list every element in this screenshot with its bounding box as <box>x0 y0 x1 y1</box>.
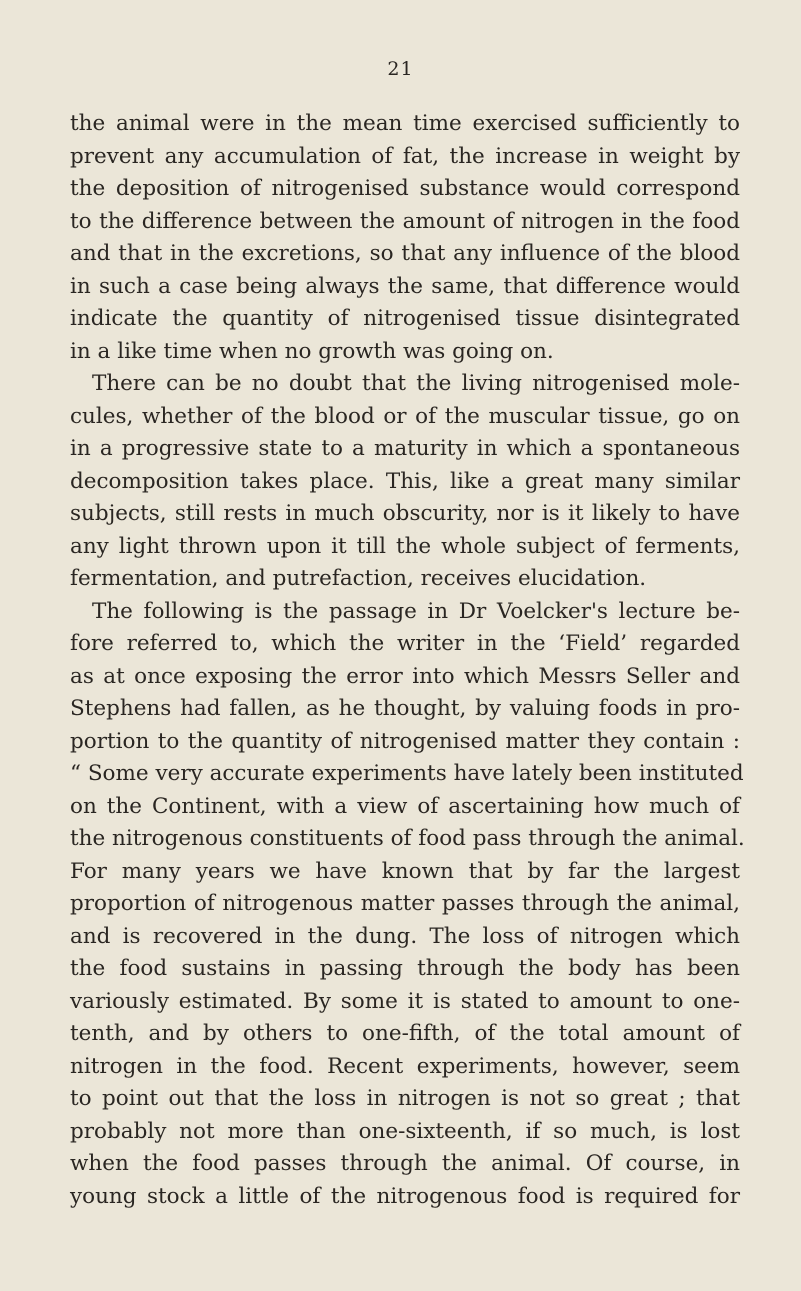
text-line: There can be no doubt that the living nitrogenised mole- <box>92 371 740 396</box>
paragraph <box>70 596 745 1214</box>
text-line: any light thrown upon it till the whole subject of ferments, <box>70 533 740 559</box>
paragraph <box>70 368 740 596</box>
text-line: young stock a little of the nitrogenous food is required for <box>70 1183 740 1209</box>
body-text <box>70 108 745 1213</box>
page-number: 21 <box>387 58 414 80</box>
text-line: in a progressive state to a maturity in which a spontaneous <box>70 436 740 461</box>
text-line: nitrogen in the food. Recent experiments, however, seem <box>70 1053 740 1079</box>
text-line: to point out that the loss in nitrogen is not so great ; that <box>70 1086 740 1111</box>
text-line: Stephens had fallen, as he thought, by valuing foods in pro- <box>70 696 740 721</box>
text-line: fore referred to, which the writer in the ‘Field’ regarded <box>70 631 740 656</box>
text-line: fermentation, and putrefaction, receives elucidation. <box>70 566 647 591</box>
text-line: on the Continent, with a view of ascertaining how much of <box>70 793 740 819</box>
text-line: probably not more than one-sixteenth, if so much, is lost <box>70 1118 740 1144</box>
paragraph <box>70 108 740 368</box>
text-line: subjects, still rests in much obscurity, nor is it likely to have <box>70 501 740 526</box>
text-line: in a like time when no growth was going on. <box>70 338 554 364</box>
text-line: proportion of nitrogenous matter passes through the animal, <box>70 891 740 916</box>
text-line: and that in the excretions, so that any influence of the blood <box>70 241 740 266</box>
text-line: to the difference between the amount of nitrogen in the food <box>70 208 740 234</box>
text-line: the animal were in the mean time exercised sufficiently to <box>70 111 740 136</box>
text-line: The following is the passage in Dr Voelcker's lecture be- <box>92 598 740 624</box>
text-line: decomposition takes place. This, like a great many similar <box>70 468 740 494</box>
text-line: indicate the quantity of nitrogenised tissue disintegrated <box>70 306 740 331</box>
text-line: the deposition of nitrogenised substance would correspond <box>70 176 740 201</box>
text-line: the food sustains in passing through the body has been <box>70 956 740 981</box>
text-line: the nitrogenous constituents of food pass through the animal. <box>70 826 745 851</box>
text-line: “ Some very accurate experiments have lately been instituted <box>70 761 744 786</box>
text-line: when the food passes through the animal. Of course, in <box>70 1151 740 1176</box>
text-line: portion to the quantity of nitrogenised matter they contain : <box>70 728 740 754</box>
text-line: variously estimated. By some it is stated to amount to one- <box>70 988 740 1014</box>
text-line: as at once exposing the error into which Messrs Seller and <box>70 663 740 689</box>
text-line: in such a case being always the same, that difference would <box>70 273 740 299</box>
text-line: tenth, and by others to one-fifth, of the total amount of <box>70 1021 740 1046</box>
text-line: For many years we have known that by far the largest <box>70 858 740 884</box>
text-line: prevent any accumulation of fat, the increase in weight by <box>70 143 740 169</box>
text-line: and is recovered in the dung. The loss of nitrogen which <box>70 923 740 949</box>
text-line: cules, whether of the blood or of the muscular tissue, go on <box>70 403 740 429</box>
